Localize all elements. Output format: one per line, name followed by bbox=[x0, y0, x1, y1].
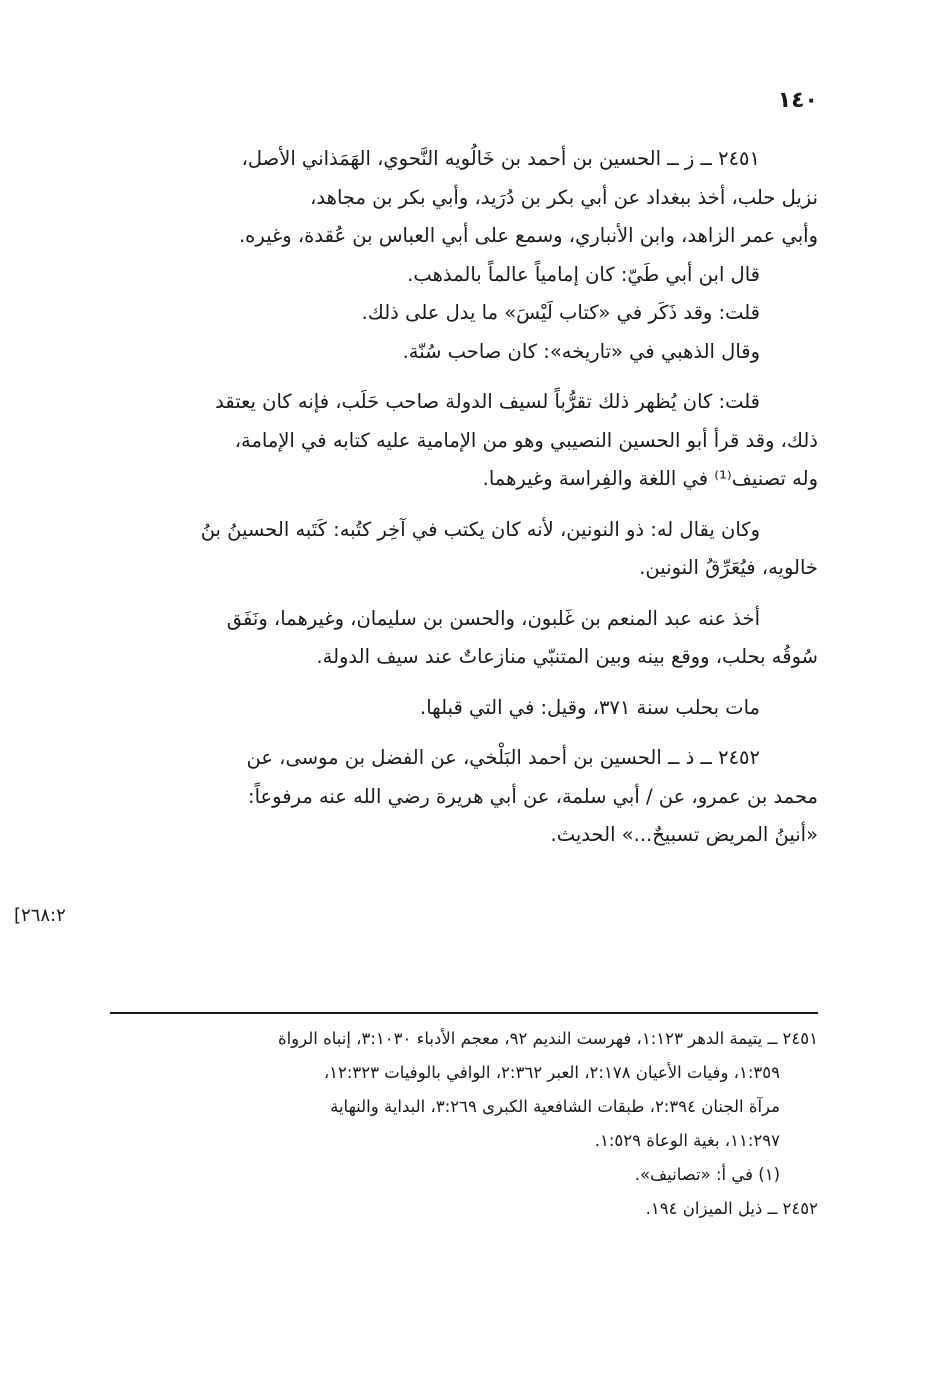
paragraph-kitab-lays: قلت: وقد ذَكَر في «كتاب لَيْسَ» ما يدل على ذلك. bbox=[361, 301, 760, 324]
footnote-divider bbox=[110, 1012, 818, 1014]
footnote-2451-line-4: ١١:٢٩٧، بغية الوعاة ١:٥٢٩. bbox=[594, 1131, 780, 1150]
footnotes bbox=[108, 1022, 818, 1226]
paragraph-sayf-dawla-line-1: قلت: كان يُظهر ذلك تقرُّباً لسيف الدولة صاحب حَلَب، فإنه كان يعتقد bbox=[215, 390, 760, 413]
paragraph-sayf-dawla-line-2: ذلك، وقد قرأ أبو الحسين النصيبي وهو من الإمامية عليه كتابه في الإمامة، bbox=[234, 428, 818, 452]
entry-2452-line-2: محمد بن عمرو، عن / أبي سلمة، عن أبي هريرة رضي الله عنه مرفوعاً: bbox=[248, 784, 818, 808]
paragraph-ibn-abi-tayy: قال ابن أبي طَيّ: كان إمامياً عالماً بالمذهب. bbox=[407, 262, 760, 286]
entry-2452-line-1: ٢٤٥٢ ــ ذ ــ الحسين بن أحمد البَلْخي، عن الفضل بن موسى، عن bbox=[246, 746, 760, 769]
entry-2451-first-line: ٢٤٥١ ــ ز ــ الحسين بن أحمد بن خَالُويه النَّحوي، الهَمَذاني الأصل، bbox=[241, 147, 760, 170]
page-number: ١٤٠ bbox=[777, 88, 818, 113]
entry-2452-line-3: «أنينُ المريض تسبيحٌ...» الحديث. bbox=[550, 823, 818, 846]
main-text bbox=[108, 140, 818, 855]
paragraph-students-line-2: سُوقُه بحلب، ووقع بينه وبين المتنبّي منازعاتٌ عند سيف الدولة. bbox=[316, 645, 818, 668]
footnote-note-1: (١) في أ: «تصانيف». bbox=[634, 1165, 780, 1184]
footnote-2452: ٢٤٥٢ ــ ذيل الميزان ١٩٤. bbox=[645, 1199, 818, 1218]
margin-reference: [٢٦٨:٢ bbox=[14, 905, 66, 926]
paragraph-sayf-dawla-line-3: وله تصنيف⁽¹⁾ في اللغة والفِراسة وغيرهما. bbox=[482, 467, 818, 490]
paragraph-students-line-1: أخذ عنه عبد المنعم بن غَلبون، والحسن بن سليمان، وغيرهما، ونَفَق bbox=[226, 606, 760, 630]
entry-2451-line-3: وأبي عمر الزاهد، وابن الأنباري، وسمع على أبي العباس بن عُقدة، وغيره. bbox=[238, 224, 818, 247]
footnote-2451-line-1: ٢٤٥١ ــ يتيمة الدهر ١:١٢٣، فهرست النديم ٩٢، معجم الأدباء ٣:١٠٣٠، إنباه الرواة bbox=[277, 1029, 818, 1048]
paragraph-death: مات بحلب سنة ٣٧١، وقيل: في التي قبلها. bbox=[420, 695, 760, 719]
footnote-2451-line-2: ١:٣٥٩، وفيات الأعيان ٢:١٧٨، العبر ٢:٣٦٢، الوافي بالوفيات ١٢:٣٢٣، bbox=[323, 1063, 780, 1082]
footnote-2451-line-3: مرآة الجنان ٢:٣٩٤، طبقات الشافعية الكبرى ٣:٢٦٩، البداية والنهاية bbox=[330, 1097, 780, 1116]
paragraph-dhu-nunayn-line-1: وكان يقال له: ذو النونين، لأنه كان يكتب في آخِر كتُبه: كَتَبه الحسينُ بنُ bbox=[200, 517, 760, 541]
paragraph-dhahabi: وقال الذهبي في «تاريخه»: كان صاحب سُنّة. bbox=[402, 339, 760, 363]
paragraph-dhu-nunayn-line-2: خالويه، فيُعَرِّقُ النونين. bbox=[639, 556, 818, 579]
entry-2451-line-2: نزيل حلب، أخذ ببغداد عن أبي بكر بن دُرَيد، وأبي بكر بن مجاهد، bbox=[310, 185, 818, 209]
